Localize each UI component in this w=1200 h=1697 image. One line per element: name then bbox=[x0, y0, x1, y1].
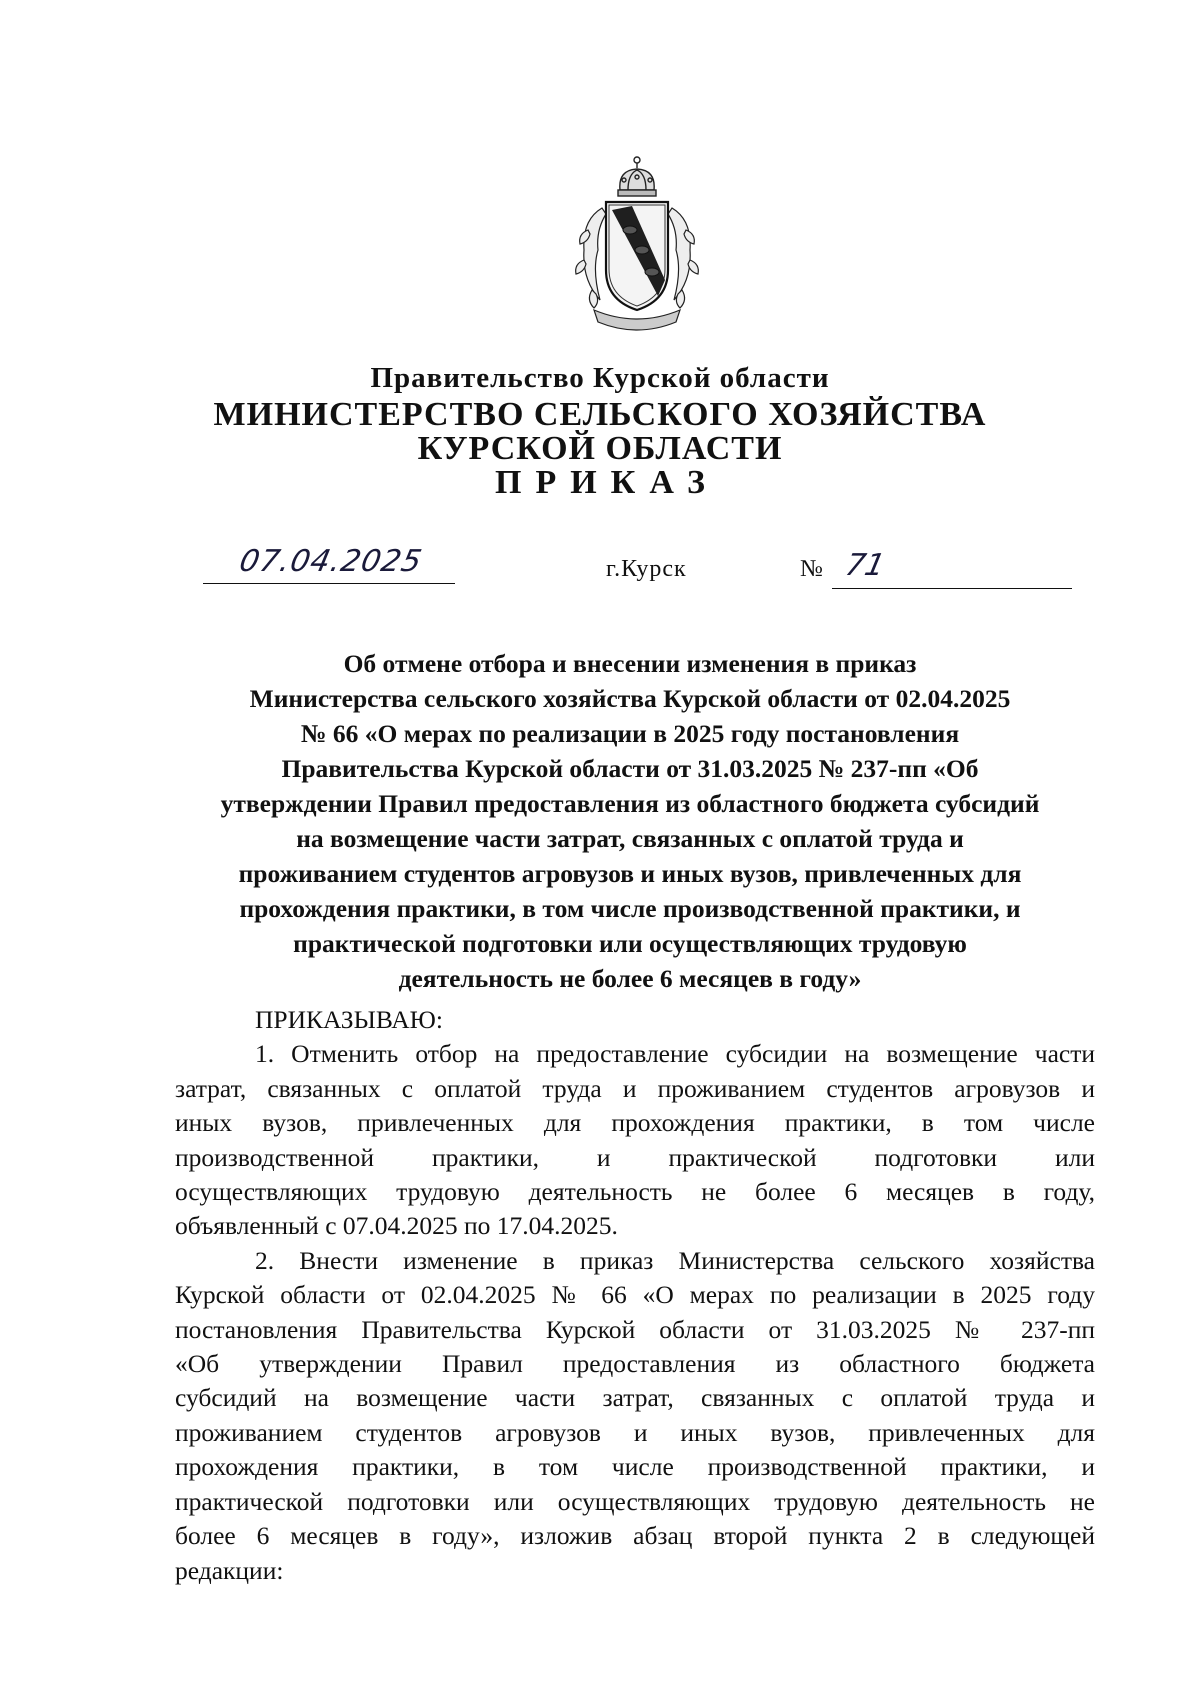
title-line: на возмещение части затрат, связанных с оплатой труда и bbox=[296, 824, 964, 853]
title-line: практической подготовки или осуществляющих трудовую bbox=[293, 929, 967, 958]
document-body bbox=[175, 1003, 1095, 1588]
paragraph-line: редакции: bbox=[175, 1555, 284, 1585]
ministry-name-line2: КУРСКОЙ ОБЛАСТИ bbox=[417, 430, 783, 467]
government-name: Правительство Курской области bbox=[370, 362, 830, 394]
paragraph-line: затрат, связанных с оплатой труда и проживанием студентов агровузов и bbox=[175, 1073, 1095, 1103]
paragraph-line: Курской области от 02.04.2025 № 66 «О мерах по реализации в 2025 году bbox=[175, 1280, 1095, 1310]
title-line: Министерства сельского хозяйства Курской области от 02.04.2025 bbox=[249, 684, 1011, 713]
paragraph-line: иных вузов, привлеченных для прохождения практики, в том числе bbox=[175, 1108, 1095, 1138]
paragraph-line: «Об утверждении Правил предоставления из областного бюджета bbox=[175, 1349, 1095, 1379]
title-line: Правительства Курской области от 31.03.2025 № 237-пп «Об bbox=[281, 754, 979, 783]
coat-of-arms-emblem bbox=[562, 150, 712, 338]
paragraph-line: субсидий на возмещение части затрат, связанных с оплатой труда и bbox=[175, 1383, 1095, 1413]
order-word: ПРИКАЗЫВАЮ: bbox=[255, 1005, 443, 1034]
paragraph-line: более 6 месяцев в году», изложив абзац второй пункта 2 в следующей bbox=[175, 1521, 1095, 1551]
paragraph-line: проживанием студентов агровузов и иных вузов, привлеченных для bbox=[175, 1417, 1095, 1447]
document-city: г.Курск bbox=[606, 556, 687, 582]
paragraph-line: осуществляющих трудовую деятельность не более 6 месяцев в году, bbox=[175, 1177, 1095, 1207]
document-title bbox=[150, 646, 1110, 996]
document-date: 07.04.2025 bbox=[236, 544, 426, 579]
paragraph-line: практической подготовки или осуществляющих трудовую деятельность не bbox=[175, 1486, 1095, 1516]
title-line: № 66 «О мерах по реализации в 2025 году постановления bbox=[300, 719, 960, 748]
title-line: деятельность не более 6 месяцев в году» bbox=[398, 964, 862, 993]
paragraph-2 bbox=[175, 1244, 1095, 1588]
date-underline bbox=[203, 583, 455, 584]
title-line: проживанием студентов агровузов и иных вузов, привлеченных для bbox=[238, 859, 1022, 888]
paragraph-line: постановления Правительства Курской области от 31.03.2025 № 237-пп bbox=[175, 1314, 1095, 1344]
title-line: Об отмене отбора и внесении изменения в приказ bbox=[343, 649, 917, 678]
ministry-name-line1: МИНИСТЕРСТВО СЕЛЬСКОГО ХОЗЯЙСТВА bbox=[213, 396, 987, 433]
document-type: ПРИКАЗ bbox=[495, 464, 719, 501]
paragraph-line: прохождения практики, в том числе производственной практики, и bbox=[175, 1452, 1095, 1482]
paragraph-line: объявленный с 07.04.2025 по 17.04.2025. bbox=[175, 1211, 618, 1241]
paragraph-line: производственной практики, и практической подготовки или bbox=[175, 1142, 1095, 1172]
title-line: утверждении Правил предоставления из областного бюджета субсидий bbox=[220, 789, 1040, 818]
number-underline bbox=[832, 588, 1072, 589]
paragraph-1 bbox=[175, 1037, 1095, 1243]
number-sign: № bbox=[800, 556, 823, 582]
document-number: 71 bbox=[842, 548, 888, 583]
title-line: прохождения практики, в том числе производственной практики, и bbox=[239, 894, 1021, 923]
paragraph-line: 1. Отменить отбор на предоставление субсидии на возмещение части bbox=[255, 1039, 1095, 1069]
paragraph-line: 2. Внести изменение в приказ Министерства сельского хозяйства bbox=[255, 1245, 1095, 1275]
